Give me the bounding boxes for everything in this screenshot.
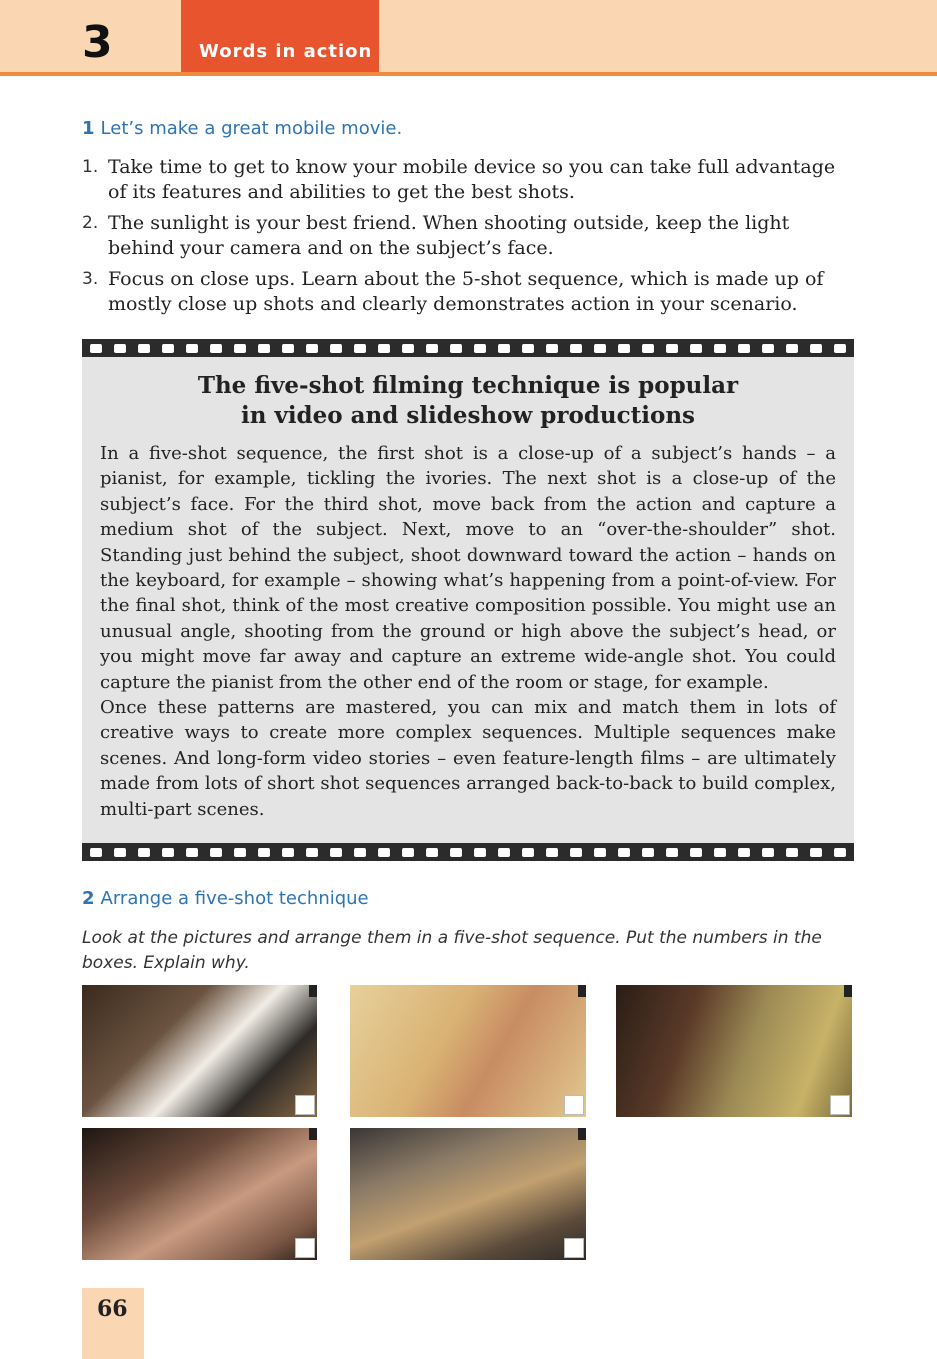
film-perforation: [114, 344, 126, 353]
film-perforation: [258, 344, 270, 353]
film-strip-bottom: [82, 843, 854, 861]
film-perforation: [498, 344, 510, 353]
film-perforation: [738, 848, 750, 857]
film-perforation: [186, 344, 198, 353]
photo-hands-piping-dough: [350, 985, 586, 1117]
section-1-heading: [82, 118, 402, 139]
film-perforation: [258, 848, 270, 857]
answer-box[interactable]: [295, 1095, 315, 1115]
photo-corner-mark: [578, 985, 586, 997]
section-1-title: Let’s make a great mobile movie.: [100, 118, 403, 139]
film-perforation: [402, 344, 414, 353]
film-perforation: [522, 848, 534, 857]
film-perforation: [282, 848, 294, 857]
film-perforation: [138, 848, 150, 857]
film-perforation: [114, 848, 126, 857]
film-perforation: [642, 344, 654, 353]
film-box-title: [82, 371, 854, 431]
film-strip-box: [82, 339, 854, 861]
film-perforation: [426, 848, 438, 857]
film-perforation: [642, 848, 654, 857]
list-item-text: The sunlight is your best friend. When shooting outside, keep the light behind your camera and on the subject’s face.: [108, 212, 790, 259]
list-item-number: 1.: [82, 157, 99, 177]
film-perforation: [354, 344, 366, 353]
film-perforation: [810, 344, 822, 353]
film-perforation: [690, 848, 702, 857]
film-perforation: [378, 848, 390, 857]
film-perforation: [498, 848, 510, 857]
film-perforation: [522, 344, 534, 353]
film-perforation: [378, 344, 390, 353]
film-perforation: [450, 344, 462, 353]
film-perforation: [354, 848, 366, 857]
list-item-text: Focus on close ups. Learn about the 5-shot sequence, which is made up of mostly close up shots and clearly demonstrates action in your scenario.: [108, 268, 824, 315]
film-perforation: [474, 344, 486, 353]
answer-box[interactable]: [830, 1095, 850, 1115]
film-perforation: [786, 848, 798, 857]
section-2-heading: [82, 888, 369, 909]
photo-corner-mark: [309, 1128, 317, 1140]
list-item-number: 2.: [82, 213, 99, 233]
film-perforation: [834, 344, 846, 353]
film-perforation: [834, 848, 846, 857]
exercise-instructions: Look at the pictures and arrange them in a five-shot sequence. Put the numbers in the boxes. Explain why.: [82, 928, 822, 973]
list-item: [82, 267, 852, 317]
film-perforation: [810, 848, 822, 857]
photo-chefs-in-kitchen: [82, 985, 317, 1117]
film-perforation: [570, 848, 582, 857]
film-perforation: [594, 344, 606, 353]
film-perforation: [186, 848, 198, 857]
film-perforation: [402, 848, 414, 857]
film-perforation: [282, 344, 294, 353]
photo-chef-decorating-tray: [616, 985, 852, 1117]
film-perforation: [234, 848, 246, 857]
answer-box[interactable]: [295, 1238, 315, 1258]
film-perforation: [234, 344, 246, 353]
film-box-body: [100, 441, 836, 822]
section-2-number: 2: [82, 888, 95, 909]
film-perforation: [90, 344, 102, 353]
film-box-paragraph-2: Once these patterns are mastered, you can mix and match them in lots of creative ways to create more complex sequences. Multiple sequences make scenes. And long-form video stories – even feature-length films – are ultimately made from lots of short shot sequences arranged back-to-back to build complex, multi-part scenes.: [100, 697, 836, 820]
film-box-paragraph-1: In a five-shot sequence, the first shot is a close-up of a subject’s hands – a pianist, for example, tickling the ivories. The next shot is a close-up of the subject’s face. For the third shot, move back from the action and capture a medium shot of the subject. Next, move to an “over-the-shoulder” shot. Standing just behind the subject, shoot downward toward the action – hands on the keyboard, for example – showing what’s happening from a point-of-view. For the final shot, think of the most creative composition possible. You might use an unusual angle, shooting from the ground or high above the subject’s head, or you might move far away and capture an extreme wide-angle shot. You could capture the pianist from the other end of the room or stage, for example.: [100, 443, 836, 693]
answer-box[interactable]: [564, 1095, 584, 1115]
film-perforation: [546, 344, 558, 353]
film-perforation: [90, 848, 102, 857]
list-item: [82, 211, 852, 261]
film-box-title-line-2: in video and slideshow productions: [240, 402, 696, 429]
film-strip-top: [82, 339, 854, 357]
film-perforation: [666, 848, 678, 857]
film-perforation: [738, 344, 750, 353]
film-perforation: [762, 344, 774, 353]
header-rule: [0, 72, 937, 76]
film-perforation: [330, 344, 342, 353]
tips-list: [82, 155, 852, 323]
film-perforation: [474, 848, 486, 857]
film-perforation: [306, 344, 318, 353]
header-band: [0, 0, 937, 72]
film-perforation: [330, 848, 342, 857]
page-number: 66: [97, 1296, 128, 1322]
film-perforation: [210, 848, 222, 857]
film-perforation: [162, 344, 174, 353]
film-perforation: [570, 344, 582, 353]
film-perforation: [714, 848, 726, 857]
film-perforation: [546, 848, 558, 857]
photo-corner-mark: [578, 1128, 586, 1140]
film-perforation: [450, 848, 462, 857]
film-perforation: [426, 344, 438, 353]
list-item: [82, 155, 852, 205]
film-perforation: [210, 344, 222, 353]
section-2-title: Arrange a five-shot technique: [100, 888, 369, 909]
film-perforation: [786, 344, 798, 353]
film-perforation: [594, 848, 606, 857]
photo-chef-overhead-view: [350, 1128, 586, 1260]
unit-title: Words in action: [199, 41, 373, 62]
film-perforation: [714, 344, 726, 353]
answer-box[interactable]: [564, 1238, 584, 1258]
photo-chef-face-closeup: [82, 1128, 317, 1260]
film-perforation: [690, 344, 702, 353]
film-perforation: [306, 848, 318, 857]
film-perforation: [618, 344, 630, 353]
photo-corner-mark: [309, 985, 317, 997]
film-box-title-line-1: The five-shot filming technique is popular: [197, 372, 739, 399]
film-perforation: [666, 344, 678, 353]
film-perforation: [762, 848, 774, 857]
film-perforation: [618, 848, 630, 857]
list-item-text: Take time to get to know your mobile device so you can take full advantage of its features and abilities to get the best shots.: [108, 156, 836, 203]
section-1-number: 1: [82, 118, 95, 139]
photo-corner-mark: [844, 985, 852, 997]
list-item-number: 3.: [82, 269, 99, 289]
film-perforation: [162, 848, 174, 857]
film-perforation: [138, 344, 150, 353]
unit-number: 3: [82, 17, 113, 68]
